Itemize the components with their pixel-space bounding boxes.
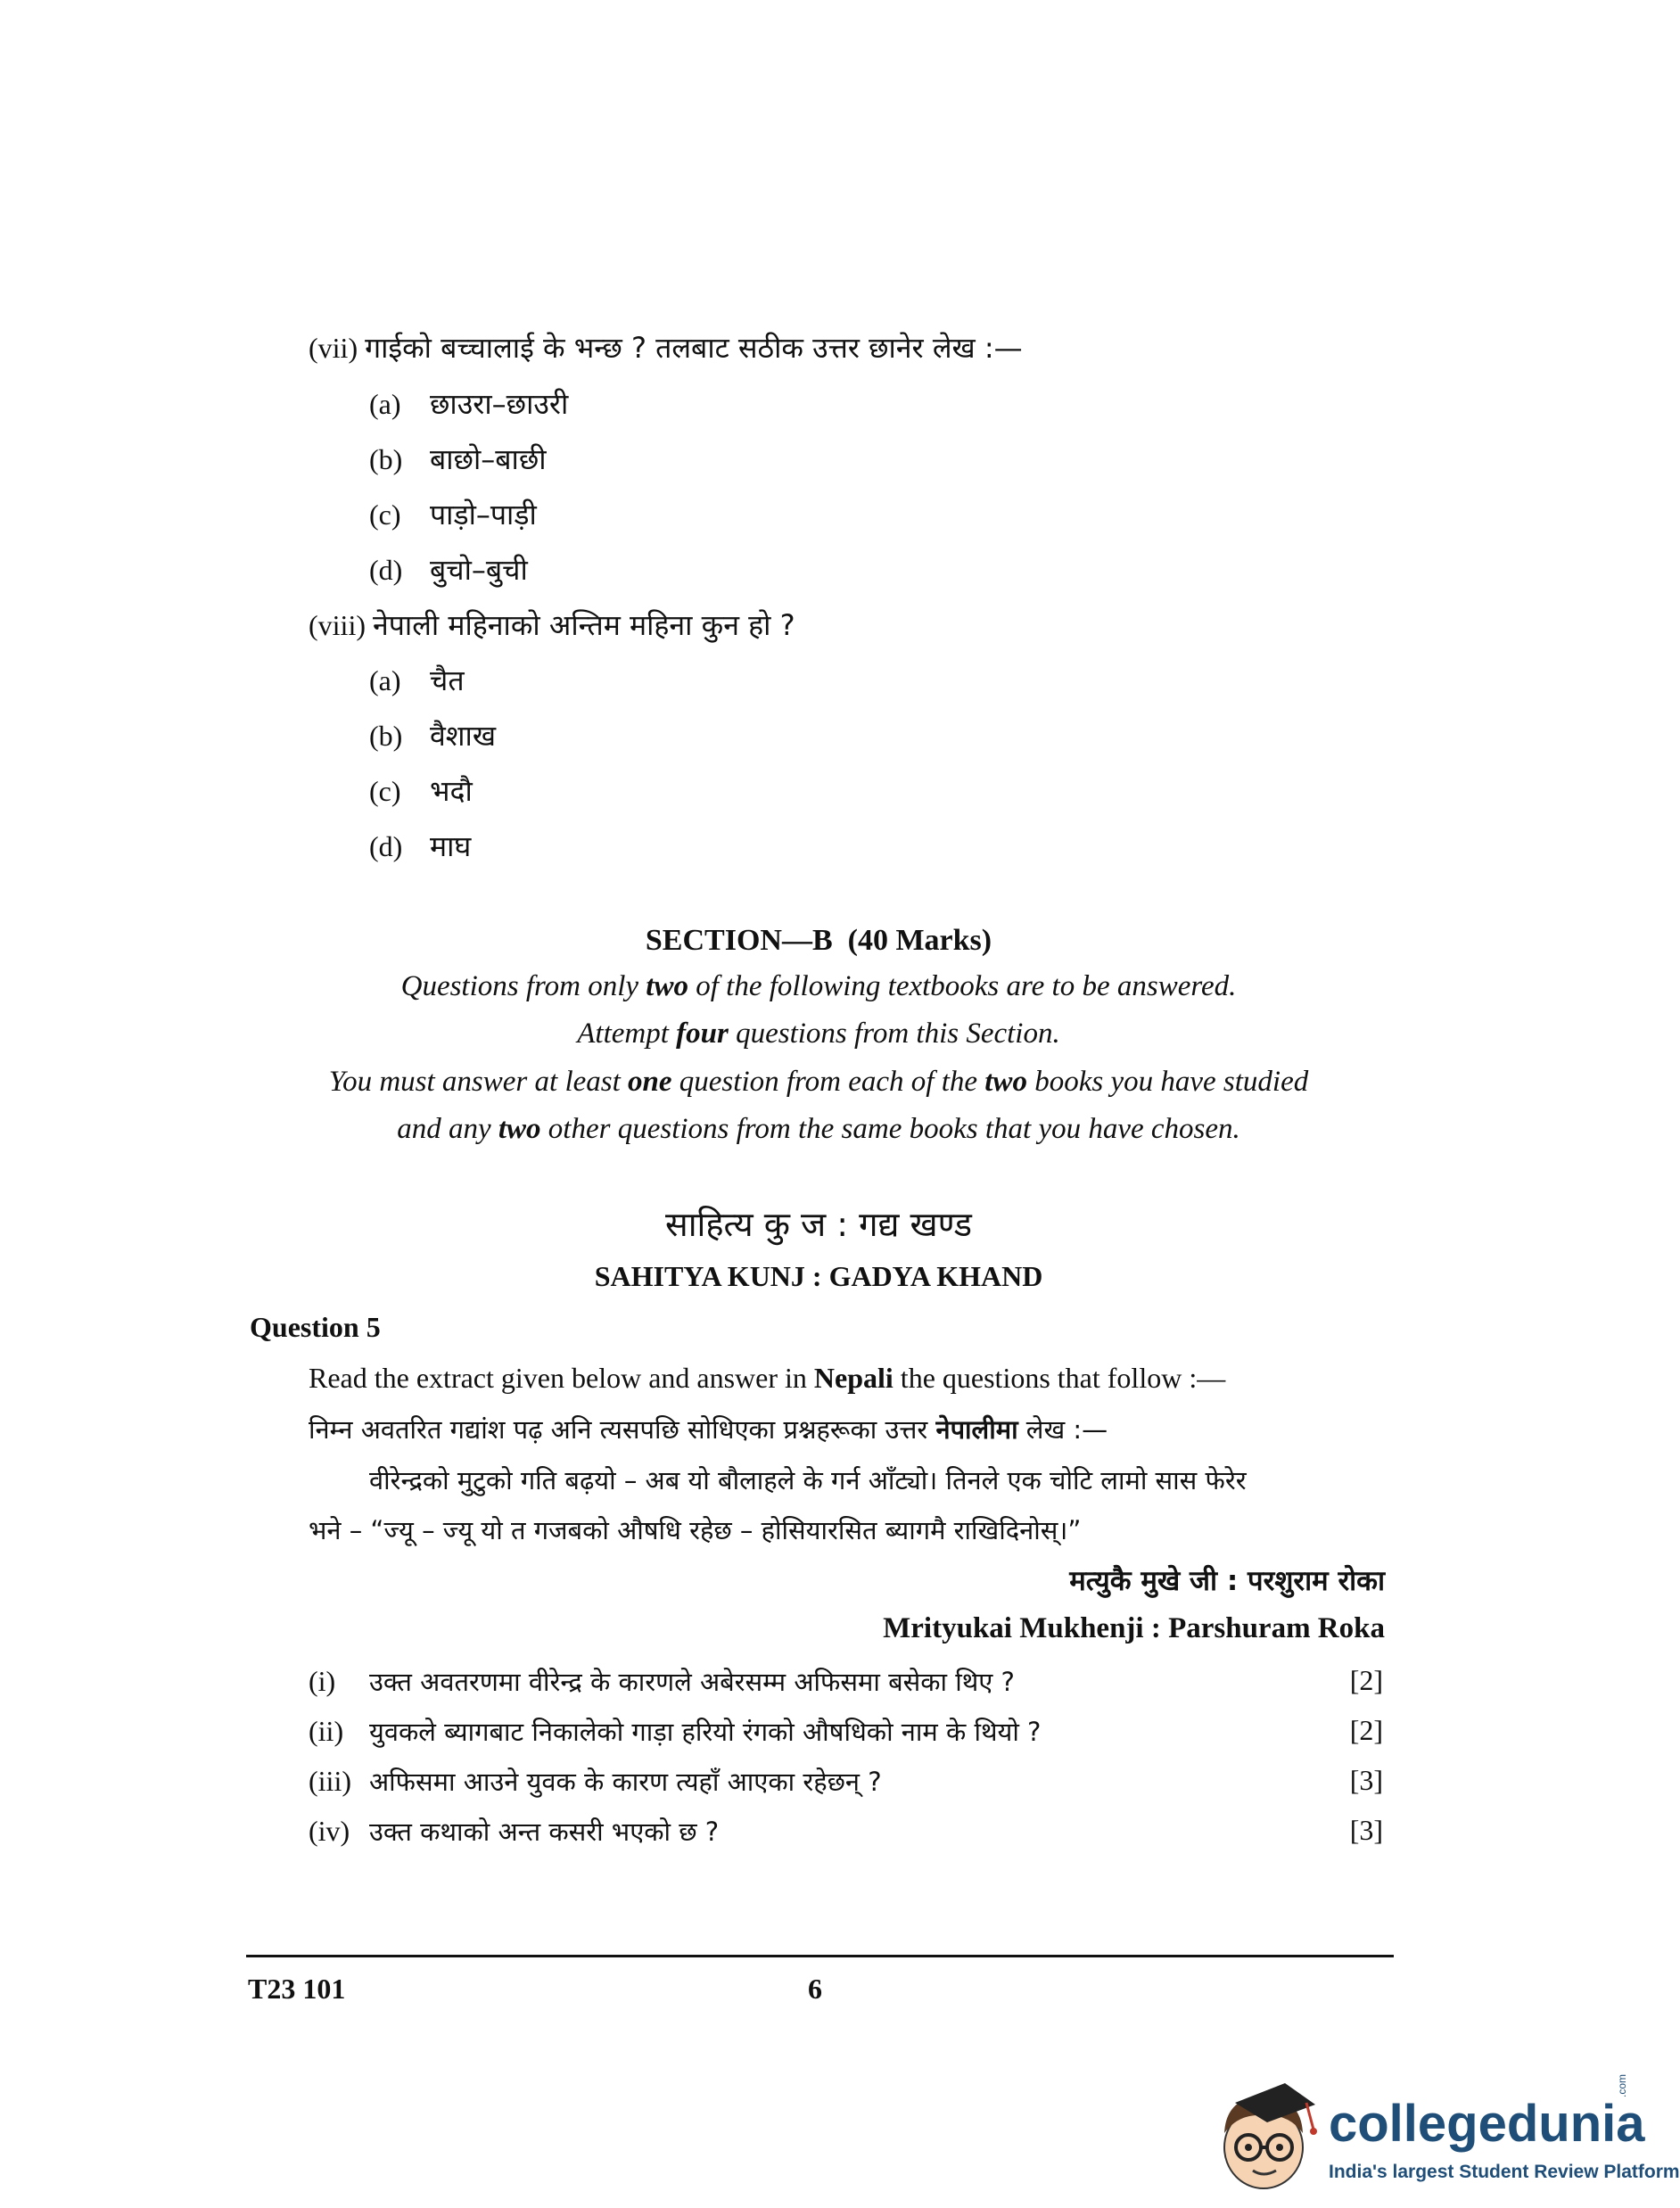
marks: [3]	[1349, 1764, 1383, 1796]
section-instruction-2	[0, 1017, 1637, 1050]
mascot-icon	[1208, 2078, 1333, 2194]
book-title-nepali: साहित्य कु ज : गद्य खण्ड	[665, 1205, 972, 1244]
question-text: नेपाली महिनाको अन्तिम महिना कुन हो ?	[372, 608, 795, 642]
section-instruction-4	[0, 1113, 1637, 1146]
subquestion-text: उक्त अवतरणमा वीरेन्द्र के कारणले अबेरसम्म अफिसमा बसेका थिए ?	[369, 1667, 1015, 1697]
option-text: छाउरा–छाउरी	[430, 387, 569, 421]
subquestion-iii	[309, 1764, 882, 1799]
instruction-nepali	[309, 1412, 1108, 1446]
option-label: (b)	[369, 720, 403, 752]
subquestion-text: युवकले ब्यागबाट निकालेको गाड़ा हरियो रंगको औषधिको नाम के थियो ?	[369, 1717, 1042, 1747]
instruction-emphasis: one	[628, 1066, 672, 1098]
question-viii	[309, 606, 795, 644]
option-text: पाड़ो–पाड़ी	[430, 498, 537, 531]
subquestion-number: (iv)	[309, 1815, 350, 1847]
option-label: (c)	[369, 498, 401, 531]
option-d	[369, 550, 528, 589]
question-number: (viii)	[309, 609, 366, 641]
instruction-emphasis: नेपालीमा	[935, 1414, 1018, 1445]
watermark-name: collegedunia	[1329, 2095, 1645, 2153]
section-marks: (40 Marks)	[847, 924, 992, 957]
section-title	[0, 924, 1637, 958]
question-heading: Question 5	[250, 1311, 381, 1343]
option-d	[369, 827, 471, 865]
instruction-text: questions from this Section.	[728, 1017, 1060, 1050]
extract-line-1: वीरेन्द्रको मुटुको गति बढ़यो – अब यो बौलाहले के गर्न आँट्यो। तिनले एक चोटि लामो सास फेरेर	[369, 1465, 1247, 1495]
option-label: (d)	[369, 830, 403, 862]
option-b	[369, 716, 496, 754]
instruction-emphasis: two	[646, 970, 688, 1002]
instruction-text: Read the extract given below and answer in	[309, 1362, 814, 1394]
paper-code: T23 101	[248, 1973, 346, 2005]
instruction-text: and any	[397, 1113, 498, 1145]
instruction-text: the questions that follow :—	[893, 1362, 1226, 1394]
section-name: SECTION—B	[645, 924, 833, 957]
watermark-tagline: India's largest Student Review Platform	[1329, 2162, 1680, 2182]
instruction-emphasis: two	[984, 1066, 1027, 1098]
marks: [2]	[1349, 1714, 1383, 1746]
instruction-emphasis: Nepali	[813, 1362, 894, 1394]
instruction-text: Attempt	[577, 1017, 677, 1050]
option-label: (a)	[369, 664, 401, 696]
footer-rule	[246, 1955, 1394, 1957]
marks: [2]	[1349, 1664, 1383, 1696]
question-vii	[309, 328, 1023, 367]
instruction-text: question from each of the	[671, 1066, 985, 1098]
book-title-english: SAHITYA KUNJ : GADYA KHAND	[594, 1260, 1043, 1292]
question-text: गाईको बच्चालाई के भन्छ ? तलबाट सठीक उत्तर छानेर लेख :—	[365, 331, 1023, 365]
instruction-emphasis: two	[498, 1113, 541, 1145]
subquestion-ii	[309, 1714, 1041, 1749]
extract-line-2: भने – “ज्यू – ज्यू यो त गजबको औषधि रहेछ – होसियारसित ब्यागमै राखिदिनोस्।”	[309, 1515, 1082, 1545]
subquestion-text: उक्त कथाको अन्त कसरी भएको छ ?	[369, 1817, 720, 1847]
option-text: माघ	[430, 829, 472, 863]
watermark-com: .com	[1616, 2073, 1628, 2097]
option-a	[369, 661, 465, 699]
option-text: वैशाख	[430, 719, 497, 753]
subquestion-iv	[309, 1814, 719, 1849]
option-text: बाछो–बाछी	[430, 442, 547, 476]
option-c	[369, 771, 473, 810]
option-c	[369, 495, 537, 533]
option-text: बुचो–बुची	[430, 553, 528, 587]
option-label: (a)	[369, 388, 401, 420]
source-english: Mrityukai Mukhenji : Parshuram Roka	[883, 1612, 1385, 1644]
question-number: (vii)	[309, 332, 358, 364]
instruction-text: लेख :—	[1017, 1414, 1108, 1445]
option-text: चैत	[430, 663, 465, 697]
instruction-emphasis: four	[676, 1017, 729, 1050]
option-label: (d)	[369, 554, 403, 586]
subquestion-text: अफिसमा आउने युवक के कारण त्यहाँ आएका रहेछन् ?	[369, 1767, 882, 1797]
instruction-text: निम्न अवतरित गद्यांश पढ़ अनि त्यसपछि सोधिएका प्रश्नहरूका उत्तर	[309, 1414, 936, 1445]
option-text: भदौ	[430, 774, 473, 808]
instruction-text: Questions from only	[400, 970, 646, 1002]
section-instruction-1	[0, 970, 1637, 1003]
subquestion-number: (iii)	[309, 1765, 351, 1797]
instruction-text: other questions from the same books that you have chosen.	[540, 1113, 1240, 1145]
instruction-text: books you have studied	[1026, 1066, 1309, 1098]
option-label: (c)	[369, 775, 401, 807]
instruction-english	[309, 1362, 1225, 1395]
section-instruction-3	[0, 1066, 1637, 1099]
option-label: (b)	[369, 443, 403, 475]
subquestion-number: (i)	[309, 1665, 336, 1697]
option-a	[369, 384, 568, 423]
page-number: 6	[808, 1973, 822, 2005]
marks: [3]	[1349, 1814, 1383, 1846]
subquestion-i	[309, 1664, 1015, 1699]
instruction-text: of the following textbooks are to be answered.	[688, 970, 1237, 1002]
option-b	[369, 440, 547, 478]
instruction-text: You must answer at least	[328, 1066, 629, 1098]
subquestion-number: (ii)	[309, 1715, 344, 1747]
source-nepali: मत्युकै मुखे जी : परशुराम रोका	[1069, 1565, 1385, 1597]
